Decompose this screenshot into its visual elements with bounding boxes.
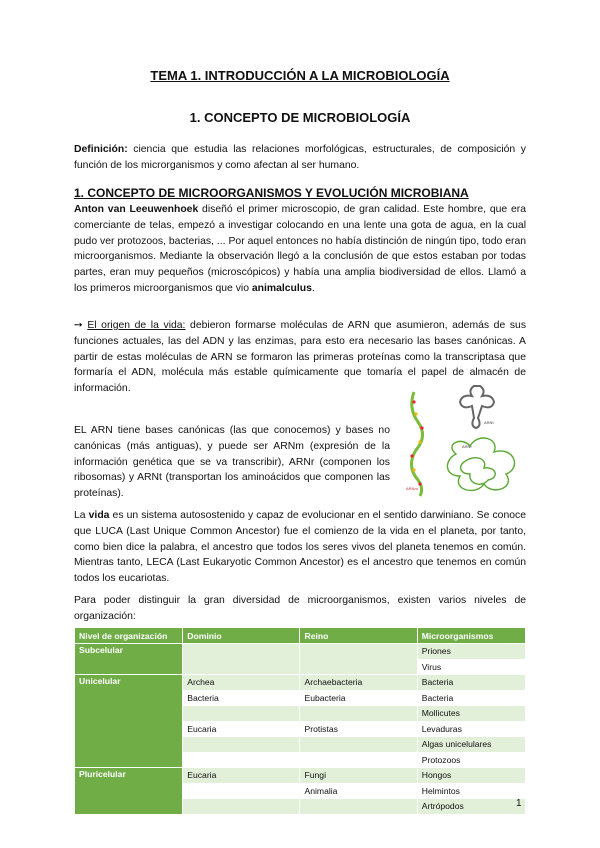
leeuwenhoek-text: diseñó el primer microscopio, de gran calidad. Este hombre, que era comerciante de telas, empezó a investigar colocando en una lente una gota de agua, en la cual pudo ver protozoos, bacterias, ... Por aquel entonces no había distinción de ningún tipo, todo eran microorganismos. Mediante la observación llegó a la conclusión de que estos estaban por todas partes, eran muy pequeños (microscópicos) y había una amplia biodiversidad de ellos. Llamó a los primeros microorganismos que vio [74, 204, 526, 294]
table-cell [300, 799, 417, 815]
rna-types-figure [404, 384, 528, 502]
table-header-row [75, 628, 526, 644]
table-cell: Eucaria [183, 721, 300, 737]
arnr-shape [447, 438, 514, 490]
section-heading: 1. CONCEPTO DE MICROORGANISMOS Y EVOLUCIÓN MICROBIANA [74, 186, 469, 200]
table-cell: Eucaria [183, 768, 300, 784]
table-cell [183, 737, 300, 753]
table-cell: Animalia [300, 783, 417, 799]
table-cell: Archea [183, 675, 300, 691]
table-cell: Eubacteria [300, 690, 417, 706]
table-cell: Bacteria [417, 675, 525, 691]
table-cell [183, 783, 300, 799]
table-cell [300, 706, 417, 722]
table-header-cell: Microorganismos [417, 628, 525, 644]
table-cell [300, 737, 417, 753]
page-title: TEMA 1. INTRODUCCIÓN A LA MICROBIOLOGÍA [150, 68, 450, 83]
vida-paragraph [74, 508, 526, 587]
table-cell: Priones [417, 644, 525, 660]
table-header-cell: Reino [300, 628, 417, 644]
table-cell: Archaebacteria [300, 675, 417, 691]
table-cell: Virus [417, 659, 525, 675]
section-title: 1. CONCEPTO DE MICROBIOLOGÍA [189, 110, 411, 125]
table-cell: Bacteria [417, 690, 525, 706]
table-header-cell: Dominio [183, 628, 300, 644]
vida-pre: La [74, 510, 89, 521]
organization-levels-table [74, 627, 526, 815]
table-cell: Algas unicelulares [417, 737, 525, 753]
table-cell [183, 799, 300, 815]
table-row [75, 768, 526, 784]
table-cell [300, 644, 417, 675]
table-cell [183, 644, 300, 675]
page-number: 1 [516, 798, 522, 809]
arnm-strand [411, 392, 422, 496]
table-cell [183, 752, 300, 768]
vida-text: es un sistema autosostenido y capaz de evolucionar en el sentido darwiniano. Se conoce que LUCA (Last Unique Common Ancestor) fue el comienzo de la vida en el planeta, por tanto, como bien dice la palabra, el ancestro que todos los seres vivos del planeta tenemos en común. Mientras tanto, LECA (Last Eukaryotic Common Ancestor) es el ancestro que tenemos en común todos los eucariotas. [74, 510, 526, 585]
table-cell: Levaduras [417, 721, 525, 737]
leeuwenhoek-paragraph [74, 202, 526, 297]
table-cell: Hongos [417, 768, 525, 784]
arnt-label: ARNt [484, 420, 494, 425]
arnm-label: ARNm [406, 486, 418, 491]
arrow-icon: ➙ [74, 320, 83, 331]
table-cell: Bacteria [183, 690, 300, 706]
table-cell: Mollicutes [417, 706, 525, 722]
level-cell: Unicelular [75, 675, 183, 768]
table-row [75, 644, 526, 660]
table-row [75, 675, 526, 691]
animalculus-term: animalculus [251, 282, 312, 294]
niveles-intro: Para poder distinguir la gran diversidad de microorganismos, existen varios niveles de organización: [74, 595, 526, 622]
table-cell: Helmintos [417, 783, 525, 799]
origen-text: debieron formarse moléculas de ARN que asumieron, además de sus funciones actuales, las del ADN y las enzimas, para esto era necesario las bases canónicas. A partir de estas moléculas de ARN se formaron las primeras proteínas como la transcriptasa que formaría el ADN, molécula más estable químicamente que tomaría el papel de almacén de información. [74, 320, 527, 395]
definition-paragraph [74, 142, 526, 174]
table-cell [183, 706, 300, 722]
table-cell: Protistas [300, 721, 417, 737]
level-cell: Subcelular [75, 644, 183, 675]
table-cell: Fungi [300, 768, 417, 784]
table-cell: Artrópodos [417, 799, 525, 815]
arnr-label: ARNr [462, 444, 472, 449]
table-cell [300, 752, 417, 768]
vida-term: vida [88, 510, 110, 521]
arn-paragraph: EL ARN tiene bases canónicas (las que conocemos) y bases no canónicas (más antiguas), y puede ser ARNm (expresión de la información genética que se va transcribir), ARNr (componen los ribosomas) y ARNt (transportan los aminoácidos que componen las proteínas). [74, 425, 390, 500]
leeuwenhoek-name: Anton van Leeuwenhoek [74, 204, 199, 215]
definition-label: Definición: [74, 144, 128, 155]
origen-label: El origen de la vida: [87, 320, 186, 331]
table-cell: Protozoos [417, 752, 525, 768]
level-cell: Pluricelular [75, 768, 183, 815]
table-header-cell: Nivel de organización [75, 628, 183, 644]
leeuwenhoek-end: . [311, 282, 315, 294]
definition-text: ciencia que estudia las relaciones morfológicas, estructurales, de composición y función de los microrganismos y como afectan al ser humano. [74, 144, 526, 171]
